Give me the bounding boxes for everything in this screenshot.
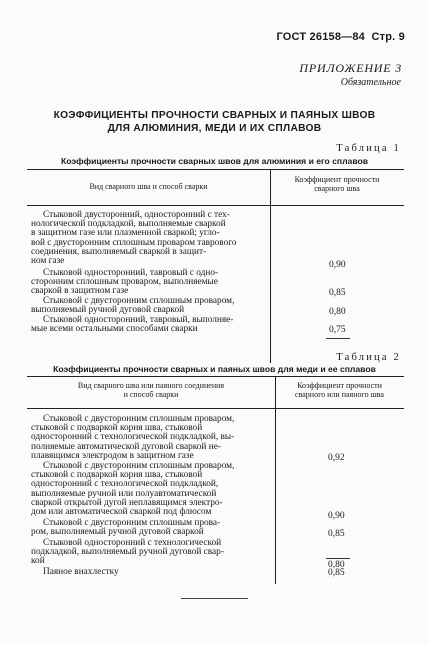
- row-text-line: Стыковой двусторонний, односторонний с тех-: [43, 210, 230, 220]
- table-2-header-rule: [27, 408, 404, 409]
- row-text-line: Стыковой с двусторонним сплошным проваром,: [43, 414, 235, 424]
- table-2-col2-header: [275, 381, 404, 399]
- footer-rule: [181, 598, 248, 599]
- table-1-col2-header: [270, 175, 404, 193]
- table-2-row-4: [31, 539, 271, 567]
- table-1-row-3: [31, 297, 266, 315]
- row-text-line: дом или автоматической сваркой под флюсом: [31, 507, 212, 518]
- table-1-body-divider: [270, 205, 271, 363]
- table-2-number: Таблица 2: [336, 352, 401, 363]
- table-2-row-3-value: 0,85: [328, 529, 345, 539]
- page-number: Стр. 9: [371, 31, 405, 43]
- row-text-line: сваркой открытой дугой неплавящимся электро-: [31, 497, 223, 508]
- row-text-line: кой: [31, 556, 45, 567]
- table-2-caption: Коэффициенты прочности сварных и паяных швов для меди и ее сплавов: [53, 364, 376, 374]
- value-underline: [326, 558, 350, 559]
- table-2-row-5: [31, 568, 271, 577]
- appendix-label: ПРИЛОЖЕНИЕ 3: [299, 61, 402, 75]
- table-1-row-4-value: 0,75: [329, 325, 346, 335]
- table-2-row-2: [31, 462, 271, 517]
- row-text-line: вой с двусторонним сплошным проваром таврового: [31, 237, 237, 248]
- table-1-caption: Коэффициенты прочности сварных швов для алюминия и его сплавов: [60, 156, 369, 166]
- row-text-line: односторонний с технологической подкладкой, вы-: [31, 432, 235, 443]
- table-2-row-2-value: 0,90: [328, 511, 345, 521]
- row-text-line: сваркой в защитном газе: [31, 286, 129, 297]
- table-1-row-3-value: 0,80: [329, 307, 346, 317]
- table-1-row-2: [31, 269, 266, 297]
- row-text-line: Стыковой односторонний, тавровый с одно-: [43, 268, 219, 278]
- row-text-line: мые всеми остальными способами сварки: [31, 324, 198, 335]
- table-2-row-1-value: 0,92: [328, 453, 345, 463]
- row-text-line: Стыковой с двусторонним сплошным прова-: [43, 518, 221, 528]
- table-2-col2-header-line-2: сварного или паяного шва: [295, 390, 384, 399]
- row-text-line: подкладкой, выполняемый ручной дуговой свар-: [31, 547, 224, 558]
- row-text-line: Стыковой односторонний, тавровый, выполняе-: [43, 315, 234, 325]
- table-2-col1-header-line-1: Вид сварного шва или паяного соединения: [77, 381, 225, 390]
- value-underline: [326, 338, 350, 339]
- document-title-line-2: ДЛЯ АЛЮМИНИЯ, МЕДИ И ИХ СПЛАВОВ: [107, 123, 322, 134]
- table-1-col2-header-line-1: Коэффициент прочности: [294, 175, 380, 184]
- table-2-top-rule: [27, 376, 404, 377]
- table-2-row-4-value: 0,80: [328, 560, 345, 570]
- table-1-row-1-value: 0,90: [329, 260, 346, 270]
- table-2-row-3: [31, 519, 271, 537]
- standard-number: ГОСТ 26158—84: [276, 31, 365, 43]
- row-text-line: полняемые автоматической дуговой сваркой не-: [31, 441, 221, 452]
- table-2-row-5-value: 0,85: [328, 568, 345, 578]
- table-2-col2-header-line-1: Коэффициент прочности: [297, 381, 382, 390]
- table-1-row-2-value: 0,85: [329, 288, 346, 298]
- table-1-row-1: [31, 211, 266, 266]
- table-2-body-divider: [275, 408, 276, 584]
- row-text-line: ном газе: [31, 256, 65, 267]
- row-text-line: выполняемые ручной или полуавтоматической: [31, 488, 217, 499]
- row-text-line: стыковой с подваркой корня шва, стыковой: [31, 470, 203, 481]
- row-text-line: Паяное внахлестку: [43, 567, 119, 577]
- table-2-row-1: [31, 415, 271, 461]
- appendix-status: Обязательное: [340, 77, 401, 88]
- row-text-line: плавящимся электродом в защитном газе: [31, 450, 194, 461]
- row-text-line: нологической подкладкой, выполняемые сваркой: [31, 219, 226, 230]
- table-1-header-rule: [27, 205, 404, 206]
- row-text-line: односторонний с технологической подкладкой,: [31, 479, 219, 490]
- row-text-line: в защитном газе или плазменной сваркой; угло-: [31, 228, 220, 239]
- row-text-line: выполняемый ручной дуговой сваркой: [31, 305, 185, 316]
- table-1-col2-header-line-2: сварного шва: [314, 184, 360, 193]
- row-text-line: ром, выполняемый ручной дуговой сваркой: [31, 527, 204, 538]
- table-1-number: Таблица 1: [336, 143, 401, 154]
- table-2-col1-header-line-2: и способ сварки: [123, 390, 179, 399]
- document-title-line-1: КОЭФФИЦИЕНТЫ ПРОЧНОСТИ СВАРНЫХ И ПАЯНЫХ ШВОВ: [53, 110, 376, 121]
- row-text-line: сторонним сплошным проваром, выполняемые: [31, 277, 218, 288]
- table-1-col1-header: Вид сварного шва и способ сварки: [89, 182, 208, 191]
- table-2-col1-header: [27, 381, 275, 399]
- row-text-line: стыковой с подваркой корня шва, стыковой: [31, 423, 203, 434]
- table-1-row-4: [31, 316, 266, 334]
- row-text-line: Стыковой односторонний с технологической: [43, 538, 222, 548]
- row-text-line: Стыковой с двусторонним сплошным проваром,: [43, 296, 235, 306]
- table-1-top-rule: [27, 169, 404, 170]
- row-text-line: Стыковой с двусторонним сплошным проваром,: [43, 461, 235, 471]
- running-header: [276, 31, 405, 43]
- row-text-line: соединения, выполняемый сваркой в защит-: [31, 246, 207, 257]
